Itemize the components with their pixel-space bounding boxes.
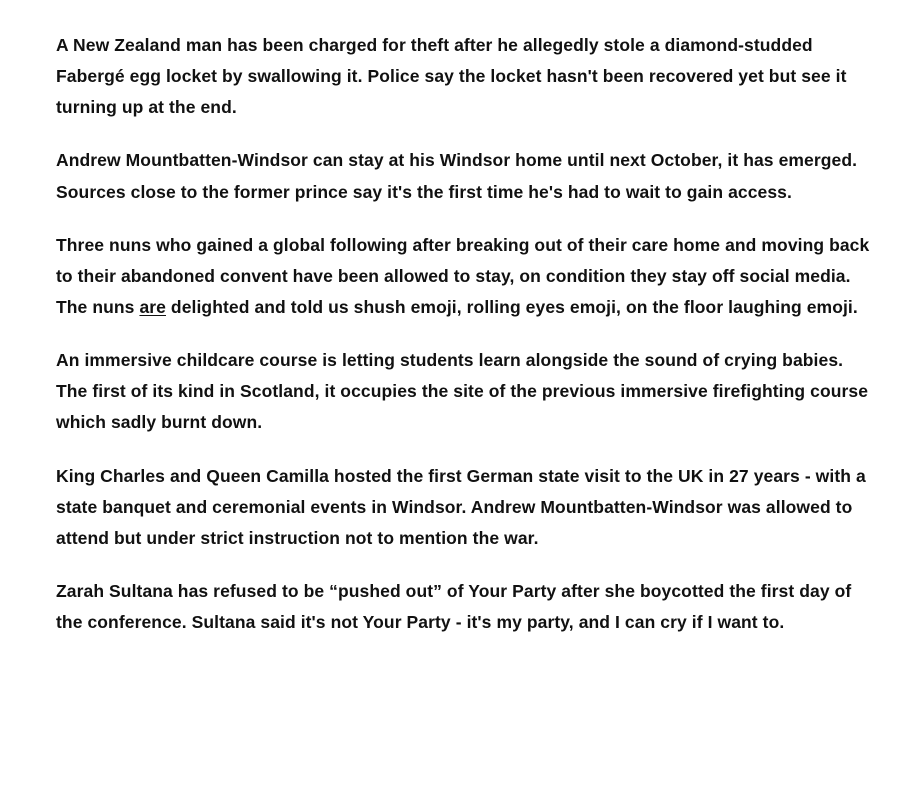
paragraph-3-segment-1: Three nuns who gained a global following after breaking out of their care home and moving back to their abandoned convent have been allowed to stay, on condition they stay off social media. The nuns (56, 234, 870, 317)
paragraph-news-item-1: A New Zealand man has been charged for theft after he allegedly stole a diamond-studded Fabergé egg locket by swallowing it. Police say the locket hasn't been recovered yet but see it turning up at the end. (56, 35, 847, 118)
paragraph-news-item-5: King Charles and Queen Camilla hosted the first German state visit to the UK in 27 years - with a state banquet and ceremonial events in Windsor. Andrew Mountbatten-Windsor was allowed to attend but under strict instruction not to mention the war. (56, 465, 866, 548)
paragraph-news-item-6: Zarah Sultana has refused to be “pushed out” of Your Party after she boycotted the first day of the conference. Sultana said it's not Your Party - it's my party, and I can cry if I want to. (56, 580, 852, 633)
paragraph-news-item-3 (56, 230, 872, 323)
paragraph-3-underlined-word: are (139, 296, 166, 317)
paragraph-news-item-2: Andrew Mountbatten-Windsor can stay at his Windsor home until next October, it has emerged. Sources close to the former prince say it's the first time he's had to wait to gain access. (56, 150, 858, 202)
paragraph-3-segment-3: delighted and told us shush emoji, rolling eyes emoji, on the floor laughing emoji. (165, 296, 858, 317)
paragraph-news-item-4: An immersive childcare course is letting students learn alongside the sound of crying babies. The first of its kind in Scotland, it occupies the site of the previous immersive firefighting course which sadly burnt down. (56, 350, 869, 433)
